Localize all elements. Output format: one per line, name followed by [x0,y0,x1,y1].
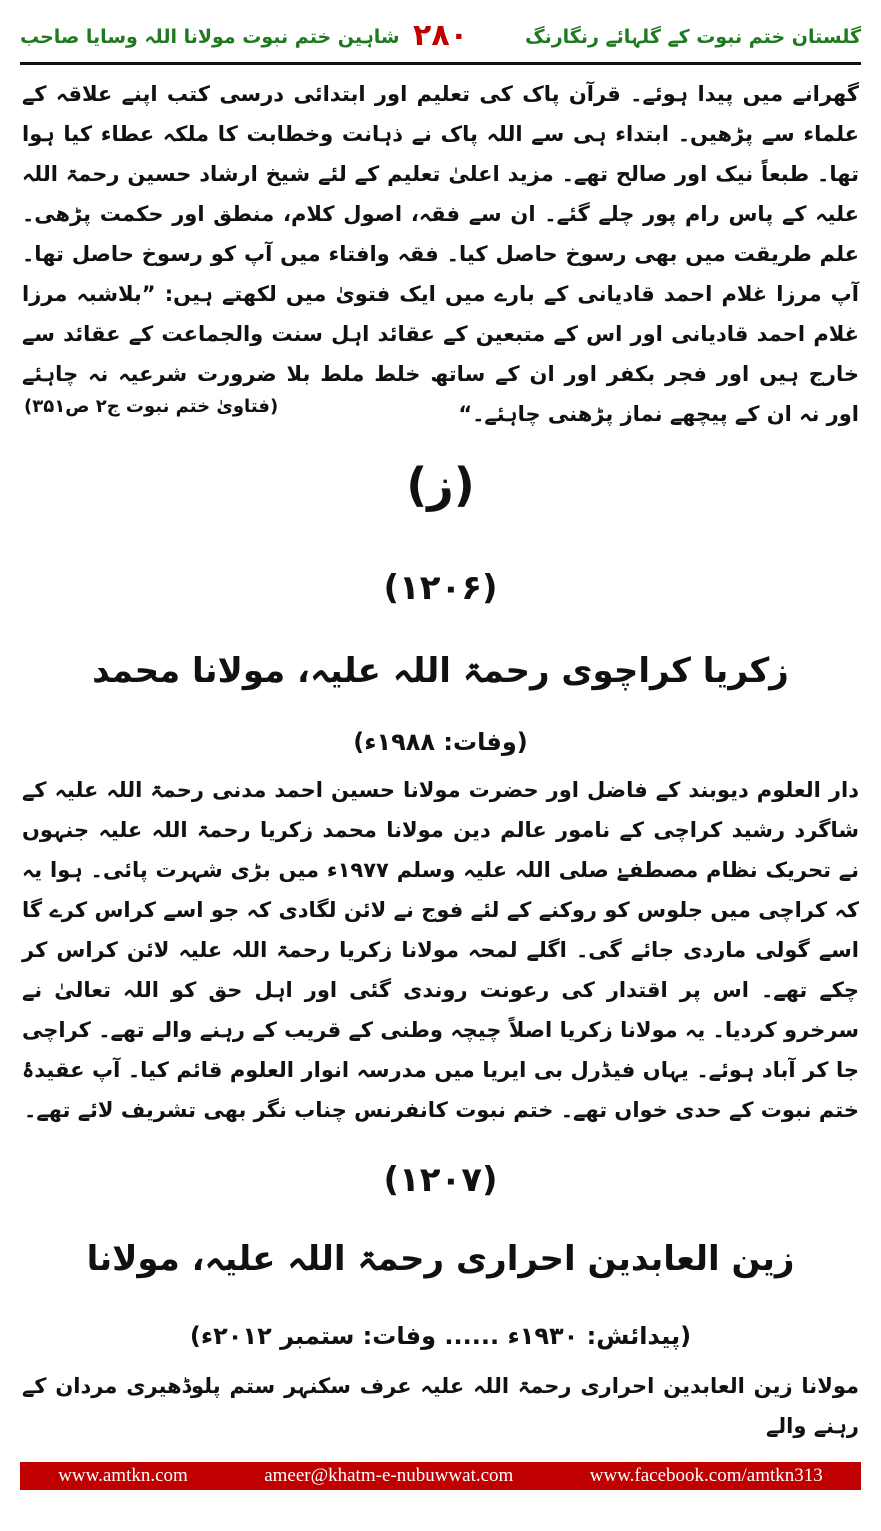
footer-website-link[interactable]: www.amtkn.com [58,1465,188,1486]
footer-bar [20,1462,861,1490]
entry-paragraph: مولانا زین العابدین احراری رحمۃ اللہ علیہ عرف سکنہر ستم پلوڈھیری مردان کے رہنے والے [22,1374,859,1438]
header-divider [20,62,861,65]
entry-title: زکریا کراچوی رحمۃ اللہ علیہ، مولانا محمد [92,651,789,691]
header-section-title: گلستان ختم نبوت کے گلہائے رنگارنگ [525,26,861,48]
letter-section-ornament: (ز) [406,458,475,512]
footer-email-link[interactable]: ameer@khatm-e-nubuwwat.com [264,1465,514,1486]
entry-title: زین العابدین احراری رحمۃ اللہ علیہ، مولانا [86,1239,795,1279]
fatwa-reference: (فتاویٰ ختم نبوت ج۲ ص۳۵۱) [24,396,279,417]
entry-number: (۱۲۰۶) [383,568,498,608]
previous-entry-paragraph: گھرانے میں پیدا ہوئے۔ قرآن پاک کی تعلیم اور ابتدائی درسی کتب اپنے علاقہ کے علماء سے پڑھیں۔ ابتداء ہی سے اللہ پاک نے ذہانت وخطابت کا ملکہ عطاء کیا ہوا تھا۔ طبعاً نیک اور صالح تھے۔ مزید اعلیٰ تعلیم کے لئے شیخ ارشاد حسین رحمۃ اللہ علیہ کے پاس رام پور چلے گئے۔ ان سے فقہ، اصول کلام، منطق اور حکمت پڑھی۔ علم طریقت میں بھی رسوخ حاصل کیا۔ فقہ وافتاء میں آپ کو رسوخ حاصل تھا۔ آپ مرزا غلام احمد قادیانی کے بارے میں ایک فتویٰ میں لکھتے ہیں: ”بلاشبہ مرزا غلام احمد قادیانی اور اس کے متبعین کے عقائد اہل سنت والجماعت کے عقائد سے خارج ہیں اور فجر بکفر اور ان کے ساتھ خلط ملط بلا ضرورت شرعیہ نہ چاہئے اور نہ ان کے پیچھے نماز پڑھنی چاہئے۔“ [22,82,859,426]
entry-number: (۱۲۰۷) [383,1160,498,1200]
header-book-title: شاہین ختم نبوت مولانا اللہ وسایا صاحب [20,26,400,48]
entry-dates: (وفات: ۱۹۸۸ء) [353,728,528,756]
page-header [20,18,861,58]
entry-paragraph: دار العلوم دیوبند کے فاضل اور حضرت مولانا حسین احمد مدنی رحمۃ اللہ علیہ کے شاگرد رشید کراچی کے نامور عالم دین مولانا محمد زکریا رحمۃ اللہ علیہ جنہوں نے تحریک نظام مصطفےٰ صلی اللہ علیہ وسلم ۱۹۷۷ء میں بڑی شہرت پائی۔ ہوا یہ کہ کراچی میں جلوس کو روکنے کے لئے فوج نے لائن لگادی کہ جو اسے کراس کرے گا اسے گولی ماردی جائے گی۔ اگلے لمحہ مولانا زکریا رحمۃ اللہ علیہ لائن کراس کر چکے تھے۔ اس پر اقتدار کی رعونت روندی گئی اور اہل حق کو اللہ تعالیٰ نے سرخرو کردیا۔ یہ مولانا زکریا اصلاً چیچہ وطنی کے قریب کے رہنے والے تھے۔ کراچی جا کر آباد ہوئے۔ یہاں فیڈرل بی ایریا میں مدرسہ انوار العلوم قائم کیا۔ آپ عقیدۂ ختم نبوت کے حدی خواں تھے۔ ختم نبوت کانفرنس چناب نگر بھی تشریف لائے تھے۔ [22,778,859,1122]
page-number: ۲۸۰ [413,18,468,53]
footer-facebook-link[interactable]: www.facebook.com/amtkn313 [589,1465,823,1486]
entry-dates: (پیدائش: ۱۹۳۰ء ...... وفات: ستمبر ۲۰۱۲ء) [189,1322,692,1350]
